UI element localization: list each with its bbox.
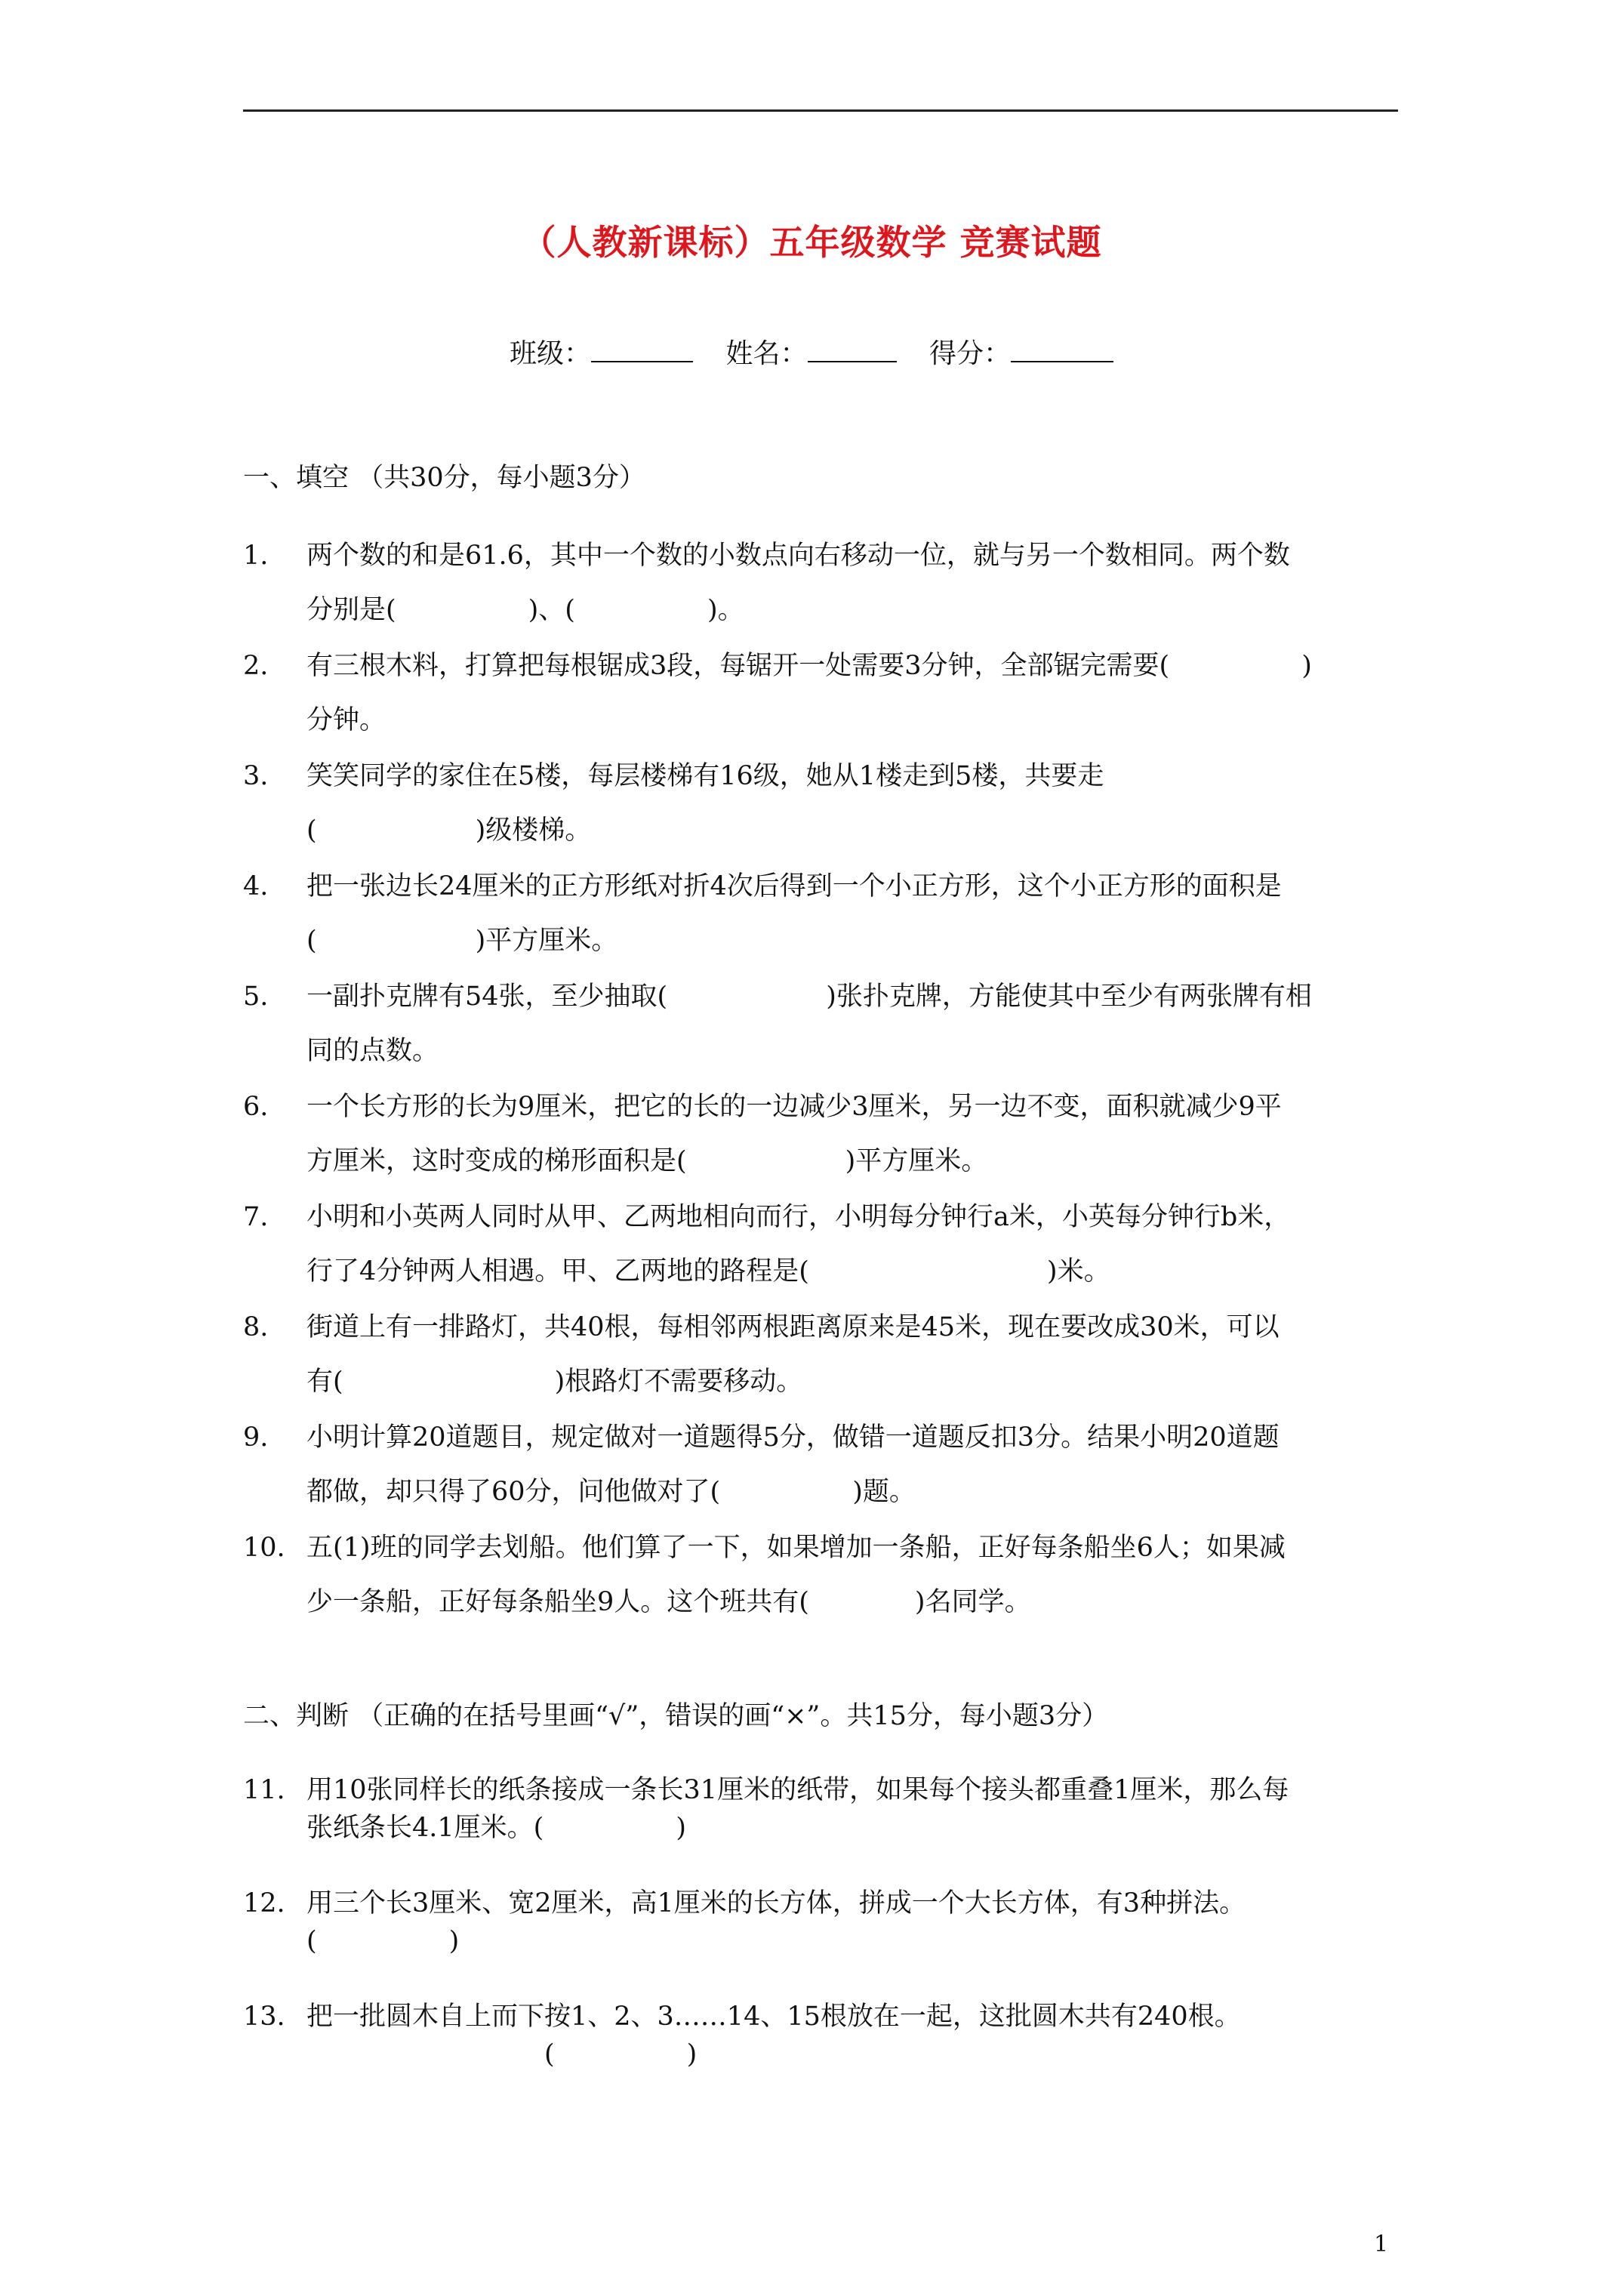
question-number: 12. bbox=[243, 1888, 285, 1918]
question-text: ( ) bbox=[306, 1926, 460, 1956]
header-rule bbox=[243, 109, 1398, 112]
class-label: 班级： bbox=[510, 338, 592, 369]
page-number: 1 bbox=[1374, 2231, 1389, 2257]
question-number: 3. bbox=[243, 761, 269, 791]
question-text: 一个长方形的长为9厘米，把它的长的一边减少3厘米，另一边不变，面积就减少9平 bbox=[306, 1092, 1282, 1122]
question-text: 方厘米，这时变成的梯形面积是( )平方厘米。 bbox=[306, 1146, 988, 1176]
question-number: 1. bbox=[243, 541, 269, 571]
question-number: 6. bbox=[243, 1092, 269, 1122]
question-text: 都做，却只得了60分，问他做对了( )题。 bbox=[306, 1477, 916, 1507]
question-text: 有( )根路灯不需要移动。 bbox=[306, 1367, 803, 1397]
question-text: 行了4分钟两人相遇。甲、乙两地的路程是( )米。 bbox=[306, 1256, 1110, 1287]
question-number: 9. bbox=[243, 1422, 269, 1453]
question-text: 分钟。 bbox=[306, 705, 387, 735]
question-number: 11. bbox=[243, 1775, 285, 1805]
question-text: 笑笑同学的家住在5楼，每层楼梯有16级，她从1楼走到5楼，共要走 bbox=[306, 761, 1104, 791]
question-text: 同的点数。 bbox=[306, 1036, 439, 1066]
question-2 bbox=[243, 639, 1406, 747]
question-text: 一副扑克牌有54张，至少抽取( )张扑克牌，方能使其中至少有两张牌有相 bbox=[306, 982, 1312, 1012]
question-13 bbox=[243, 1998, 1406, 2073]
question-text: 两个数的和是61.6，其中一个数的小数点向右移动一位，就与另一个数相同。两个数 bbox=[306, 541, 1290, 571]
question-text: 五(1)班的同学去划船。他们算了一下，如果增加一条船，正好每条船坐6人；如果减 bbox=[306, 1533, 1286, 1563]
question-number: 13. bbox=[243, 2002, 285, 2032]
page-title: （人教新课标）五年级数学 竞赛试题 bbox=[521, 222, 1102, 263]
question-number: 5. bbox=[243, 982, 269, 1012]
question-8 bbox=[243, 1300, 1406, 1409]
question-text: ( )级楼梯。 bbox=[306, 815, 592, 846]
question-text: 街道上有一排路灯，共40根，每相邻两根距离原来是45米，现在要改成30米，可以 bbox=[306, 1312, 1280, 1342]
question-text: 用10张同样长的纸条接成一条长31厘米的纸带，如果每个接头都重叠1厘米，那么每 bbox=[306, 1775, 1289, 1805]
question-text: 少一条船，正好每条船坐9人。这个班共有( )名同学。 bbox=[306, 1587, 1031, 1617]
question-5 bbox=[243, 969, 1406, 1078]
question-number: 8. bbox=[243, 1312, 269, 1342]
score-label: 得分： bbox=[929, 338, 1011, 369]
question-11 bbox=[243, 1771, 1406, 1847]
question-text: 小明和小英两人同时从甲、乙两地相向而行，小明每分钟行a米，小英每分钟行b米， bbox=[306, 1202, 1291, 1232]
student-info-row bbox=[0, 332, 1623, 371]
question-4 bbox=[243, 859, 1406, 968]
question-number: 4. bbox=[243, 871, 269, 901]
question-text: ( )平方厘米。 bbox=[306, 926, 618, 956]
question-12 bbox=[243, 1885, 1406, 1960]
question-3 bbox=[243, 749, 1406, 858]
question-6 bbox=[243, 1080, 1406, 1188]
question-text: 分别是( )、( )。 bbox=[306, 595, 744, 625]
name-label: 姓名： bbox=[725, 338, 808, 369]
question-number: 2. bbox=[243, 651, 269, 681]
question-text: ( ) bbox=[306, 2039, 698, 2069]
question-number: 7. bbox=[243, 1202, 269, 1232]
class-blank[interactable] bbox=[591, 335, 693, 362]
question-text: 有三根木料，打算把每根锯成3段，每锯开一处需要3分钟，全部锯完需要( ) bbox=[306, 651, 1312, 681]
question-9 bbox=[243, 1410, 1406, 1519]
question-text: 用三个长3厘米、宽2厘米，高1厘米的长方体，拼成一个大长方体，有3种拼法。 bbox=[306, 1888, 1246, 1918]
score-blank[interactable] bbox=[1011, 335, 1113, 362]
question-10 bbox=[243, 1521, 1406, 1629]
question-text: 把一批圆木自上而下按1、2、3……14、15根放在一起，这批圆木共有240根。 bbox=[306, 2002, 1241, 2032]
name-blank[interactable] bbox=[808, 335, 897, 362]
question-text: 张纸条长4.1厘米。( ) bbox=[306, 1813, 686, 1843]
question-text: 把一张边长24厘米的正方形纸对折4次后得到一个小正方形，这个小正方形的面积是 bbox=[306, 871, 1282, 901]
section-heading-true-false: 二、判断 （正确的在括号里画“√”，错误的画“×”。共15分，每小题3分） bbox=[243, 1701, 1109, 1731]
question-1 bbox=[243, 529, 1406, 637]
question-text: 小明计算20道题目，规定做对一道题得5分，做错一道题反扣3分。结果小明20道题 bbox=[306, 1422, 1280, 1453]
question-7 bbox=[243, 1190, 1406, 1299]
section-heading-fill-in: 一、填空 （共30分，每小题3分） bbox=[243, 463, 645, 493]
question-number: 10. bbox=[243, 1533, 285, 1563]
